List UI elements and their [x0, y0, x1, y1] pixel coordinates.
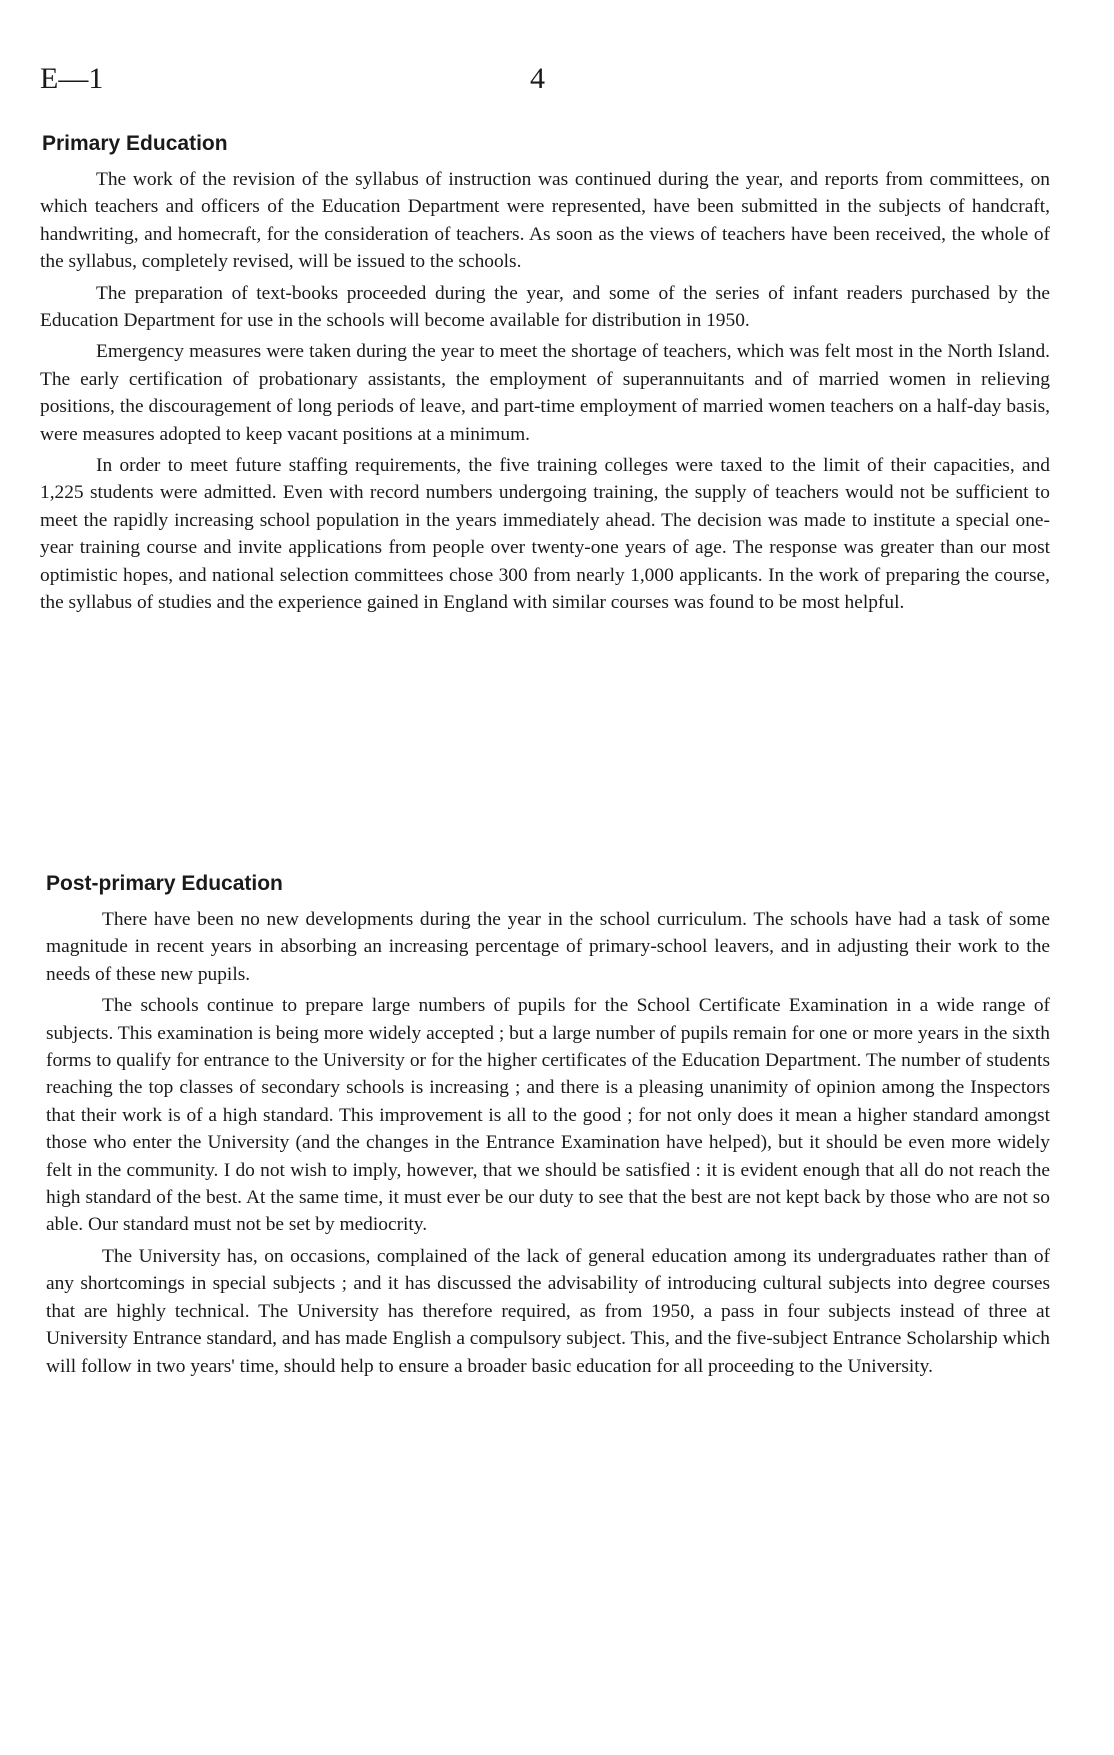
primary-paragraph-3: Emergency measures were taken during the year to meet the shortage of teachers, which was felt most in the North Island. The early certification of probationary assistants, the employment of superannuitants and of married women in relieving positions, the discouragement of long periods of leave, and part-time employment of married women teachers on a half-day basis, were measures adopted to keep vacant positions at a minimum. — [40, 341, 1050, 445]
section-heading-post-primary: Post-primary Education — [46, 872, 283, 895]
post-primary-paragraph-3: The University has, on occasions, complained of the lack of general education among its undergraduates rather than of any shortcomings in special subjects ; and it has discussed the advisability of introducing cultural subjects into degree courses that are highly technical. The University has therefore required, as from 1950, a pass in four subjects instead of three at University Entrance standard, and has made English a compulsory subject. This, and the five-subject Entrance Scholarship which will follow in two years' time, should help to ensure a broader basic education for all proceeding to the University. — [46, 1245, 1050, 1377]
section-heading-primary: Primary Education — [42, 132, 228, 155]
page-number: 4 — [530, 62, 545, 95]
post-primary-paragraph-1: There have been no new developments during the year in the school curriculum. The schools have had a task of some magnitude in recent years in absorbing an increasing percentage of primary-school leavers, and in adjusting their work to the needs of these new pupils. — [46, 909, 1050, 985]
primary-education-section — [40, 130, 1050, 621]
primary-paragraph-4: In order to meet future staffing requirements, the five training colleges were taxed to the limit of their capacities, and 1,225 students were admitted. Even with record numbers undergoing training, the supply of teachers would not be sufficient to meet the rapidly increasing school population in the years immediately ahead. The decision was made to institute a special one-year training course and invite applications from people over twenty-one years of age. The response was greater than our most optimistic hopes, and national selection committees chose 300 from nearly 1,000 applicants. In the work of preparing the course, the syllabus of studies and the experience gained in England with similar courses was found to be most helpful. — [40, 455, 1050, 614]
post-primary-education-section — [40, 870, 1050, 1384]
primary-paragraph-2: The preparation of text-books proceeded during the year, and some of the series of infant readers purchased by the Education Department for use in the schools will become available for distribution in 1950. — [40, 282, 1050, 332]
post-primary-paragraph-2: The schools continue to prepare large numbers of pupils for the School Certificate Examination in a wide range of subjects. This examination is being more widely accepted ; but a large number of pupils remain for one or more years in the sixth forms to qualify for entrance to the University or for the higher certificates of the Education Department. The number of students reaching the top classes of secondary schools is increasing ; and there is a pleasing unanimity of opinion among the Inspectors that their work is of a high standard. This improvement is all to the good ; for not only does it mean a higher standard amongst those who enter the University (and the changes in the Entrance Examination have helped), but it should be even more widely felt in the community. I do not wish to imply, however, that we should be satisfied : it is evident enough that all do not reach the high standard of the best. At the same time, it must ever be our duty to see that the best are not kept back by those who are not so able. Our standard must not be set by mediocrity. — [46, 995, 1050, 1236]
document-id: E—1 — [40, 62, 104, 95]
primary-paragraph-1: The work of the revision of the syllabus of instruction was continued during the year, and reports from committees, on which teachers and officers of the Education Department were represented, have been submitted in the subjects of handcraft, handwriting, and homecraft, for the consideration of teachers. As soon as the views of teachers have been received, the whole of the syllabus, completely revised, will be issued to the schools. — [40, 169, 1050, 273]
running-head — [40, 62, 1050, 96]
